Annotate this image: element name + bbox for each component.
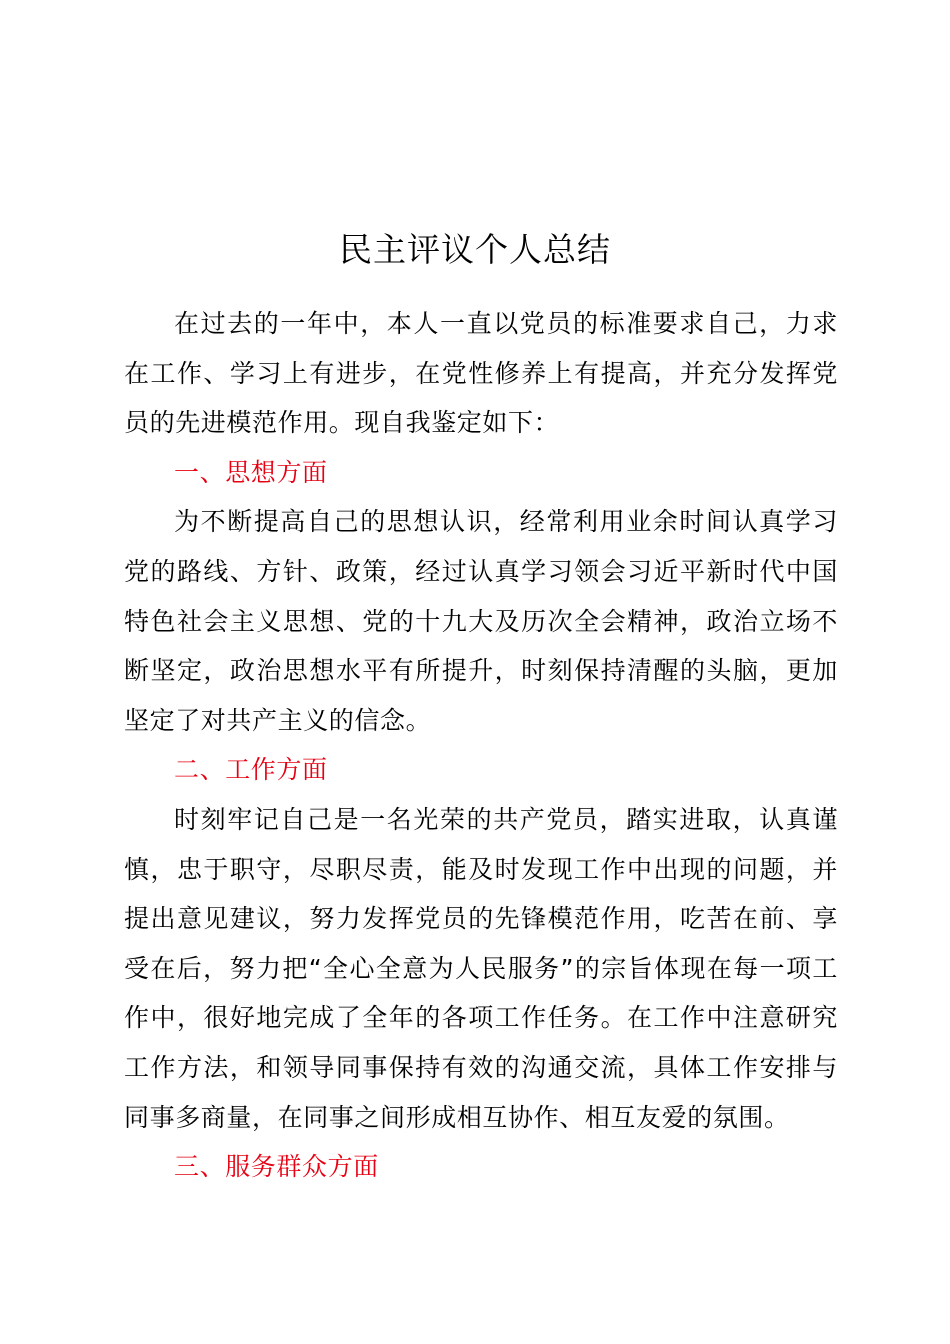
- section-heading-thought: 一、思想方面: [174, 457, 328, 487]
- document-title: 民主评议个人总结: [339, 230, 611, 269]
- section-heading-service: 三、服务群众方面: [174, 1152, 379, 1182]
- intro-paragraph: 在过去的一年中，本人一直以党员的标准要求自己，力求在工作、学习上有进步，在党性修养上有提高，并充分发挥党员的先进模范作用。现自我鉴定如下：: [124, 309, 838, 438]
- section-heading-work: 二、工作方面: [174, 755, 328, 785]
- section-body-work: 时刻牢记自己是一名光荣的共产党员，踏实进取，认真谨慎，忠于职守，尽职尽责，能及时发现工作中出现的问题，并提出意见建议，努力发挥党员的先锋模范作用，吃苦在前、享受在后，努力把“全心全意为人民服务”的宗旨体现在每一项工作中，很好地完成了全年的各项工作任务。在工作中注意研究工作方法，和领导同事保持有效的沟通交流，具体工作安排与同事多商量，在同事之间形成相互协作、相互友爱的氛围。: [124, 804, 838, 1132]
- section-body-thought: 为不断提高自己的思想认识，经常利用业余时间认真学习党的路线、方针、政策，经过认真学习领会习近平新时代中国特色社会主义思想、党的十九大及历次全会精神，政治立场不断坚定，政治思想水平有所提升，时刻保持清醒的头脑，更加坚定了对共产主义的信念。: [124, 507, 838, 735]
- document-body: [124, 299, 838, 1192]
